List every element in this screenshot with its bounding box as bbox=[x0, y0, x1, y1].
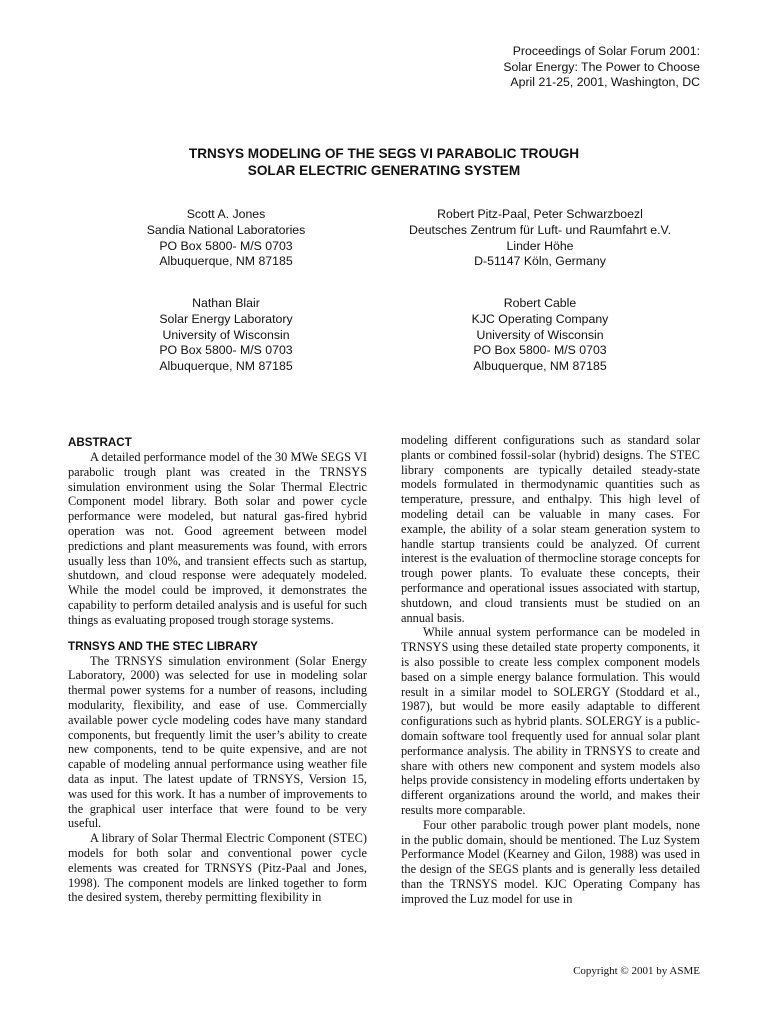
author-university: University of Wisconsin bbox=[476, 327, 604, 342]
author-university: University of Wisconsin bbox=[162, 327, 290, 342]
author-address: Linder Höhe bbox=[506, 238, 574, 253]
author-address: PO Box 5800- M/S 0703 bbox=[473, 343, 607, 358]
proceedings-header bbox=[503, 44, 700, 91]
author-name: Scott A. Jones bbox=[186, 207, 266, 221]
right-column bbox=[401, 433, 700, 907]
author-address: PO Box 5800- M/S 0703 bbox=[159, 343, 293, 358]
left-column bbox=[68, 435, 367, 905]
copyright-notice: Copyright © 2001 by ASME bbox=[573, 965, 700, 977]
author-affiliation: Solar Energy Laboratory bbox=[159, 311, 293, 326]
author-city: Albuquerque, NM 87185 bbox=[473, 359, 607, 374]
body-paragraph: Four other parabolic trough power plant models, none in the public domain, should be mentioned. The Luz System Performance Model (Kearney and Gilon, 1988) was used in the design of the SEGS plants and is generally less detailed than the TRNSYS model. KJC Operating Company has improved the Luz model for use in bbox=[401, 817, 700, 906]
paper-title bbox=[0, 145, 768, 179]
author-block-cable bbox=[380, 296, 700, 375]
author-city: Albuquerque, NM 87185 bbox=[159, 359, 293, 374]
author-city: Albuquerque, NM 87185 bbox=[159, 254, 293, 269]
title-line-1: TRNSYS MODELING OF THE SEGS VI PARABOLIC TROUGH bbox=[188, 146, 580, 161]
proceedings-line: April 21-25, 2001, Washington, DC bbox=[510, 75, 700, 89]
section-heading-trnsys: TRNSYS AND THE STEC LIBRARY bbox=[68, 639, 258, 653]
body-paragraph: modeling different configurations such as standard solar plants or combined fossil-solar (hybrid) designs. The STEC library components are typically detailed steady-state models formulated in thermodynamic quantities such as temperature, pressure, and enthalpy. This high level of modeling detail can be valuable in many cases. For example, the ability of a solar steam generation system to handle startup transients could be analyzed. Of current interest is the evaluation of thermocline storage concepts for trough power plants. To evaluate these concepts, their performance and operational issues associated with startup, shutdown, and cloud transients must be studied on an annual basis. bbox=[401, 433, 700, 625]
body-paragraph: A library of Solar Thermal Electric Component (STEC) models for both solar and conventional power cycle elements was created for TRNSYS (Pitz-Paal and Jones, 1998). The component models are linked together to form the desired system, thereby permitting flexibility in bbox=[68, 831, 367, 905]
title-line-2: SOLAR ELECTRIC GENERATING SYSTEM bbox=[247, 163, 521, 178]
abstract-heading: ABSTRACT bbox=[68, 436, 132, 449]
author-name: Robert Cable bbox=[503, 296, 577, 310]
author-affiliation: Sandia National Laboratories bbox=[146, 222, 306, 237]
abstract-paragraph: A detailed performance model of the 30 MWe SEGS VI parabolic trough plant was created in the TRNSYS simulation environment using the Solar Thermal Electric Component model library. Both solar and power cycle performance were modeled, but natural gas-fired hybrid operation was not. Good agreement between model predictions and plant measurements was found, with errors usually less than 10%, and transient effects such as startup, shutdown, and cloud response were adequately modeled. While the model could be improved, it demonstrates the capability to perform detailed analysis and is useful for such things as evaluating proposed trough storage systems. bbox=[68, 450, 367, 627]
body-paragraph: The TRNSYS simulation environment (Solar Energy Laboratory, 2000) was selected for use in modeling solar thermal power systems for a number of reasons, including modularity, flexibility, and ease of use. Commercially available power cycle modeling codes have many standard components, but frequently limit the user’s ability to create new components, tend to be quite expensive, and are not capable of modeling annual performance using weather file data as input. The latest update of TRNSYS, Version 15, was used for this work. It has a number of improvements to the graphical user interface that were found to be very useful. bbox=[68, 653, 367, 831]
author-city: D-51147 Köln, Germany bbox=[474, 254, 606, 269]
author-block-blair bbox=[120, 296, 332, 375]
author-name: Robert Pitz-Paal, Peter Schwarzboezl bbox=[437, 207, 643, 221]
body-paragraph: While annual system performance can be modeled in TRNSYS using these detailed state property components, it is also possible to create less complex component models based on a simple energy balance formulation. This would result in a similar model to SOLERGY (Stoddard et al., 1987), but would be more easily adaptable to different configurations such as hybrid plants. SOLERGY is a public-domain software tool frequently used for annual solar plant performance analysis. The ability in TRNSYS to create and share with others new component and system models also helps provide consistency in modeling efforts undertaken by different organizations around the world, and makes their results more comparable. bbox=[401, 625, 700, 817]
author-affiliation: Deutsches Zentrum für Luft- und Raumfahrt e.V. bbox=[408, 222, 671, 237]
author-block-jones bbox=[120, 207, 332, 270]
author-address: PO Box 5800- M/S 0703 bbox=[159, 238, 293, 253]
author-block-pitz-paal bbox=[380, 207, 700, 270]
proceedings-line: Solar Energy: The Power to Choose bbox=[503, 59, 700, 74]
author-name: Nathan Blair bbox=[192, 296, 260, 310]
author-affiliation: KJC Operating Company bbox=[471, 311, 609, 326]
proceedings-line: Proceedings of Solar Forum 2001: bbox=[512, 44, 700, 58]
